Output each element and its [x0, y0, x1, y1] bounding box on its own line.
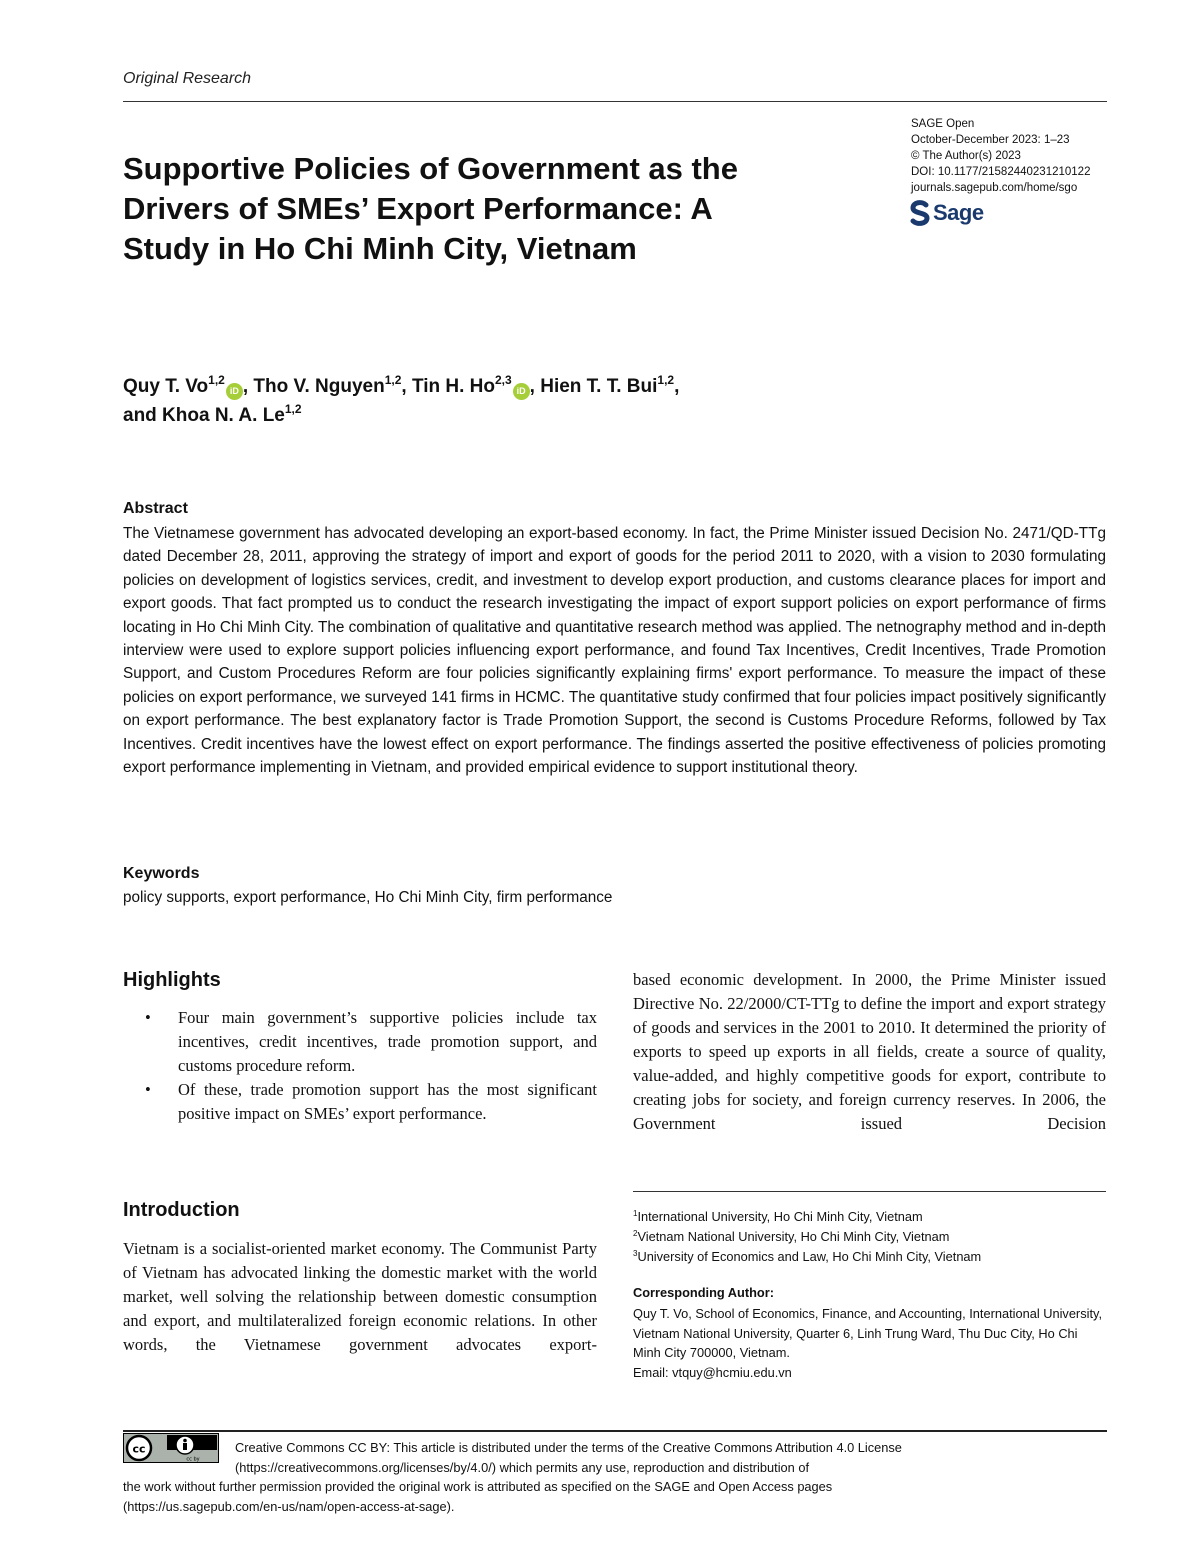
author [123, 373, 254, 397]
corresponding-author-address: Quy T. Vo, School of Economics, Finance, and Accounting, International University, Vietnam National University, Quarter 6, Linh Trung Ward, Thu Duc City, Ho Chi Minh City 700000, Vietnam. [633, 1306, 1102, 1360]
affiliation-text: International University, Ho Chi Minh City, Vietnam [637, 1209, 923, 1224]
license-line: Creative Commons CC BY: This article is distributed under the terms of the Creative Commons Attribution 4.0 License [235, 1440, 902, 1455]
sage-logo [910, 200, 984, 226]
author-separator: , [242, 376, 254, 397]
sage-wordmark: Sage [933, 200, 984, 225]
abstract-text: The Vietnamese government has advocated developing an export-based economy. In fact, the Prime Minister issued Decision No. 2471/QD-TTg dated December 28, 2011, approving the strategy of import and export of goods for the period 2011 to 2020, with a vision to 2030 formulating policies on development of logistics services, credit, and investment to develop export production, and customs clearance places for import and export goods. That fact prompted us to conduct the research investigating the impact of export support policies on export performance of firms locating in Ho Chi Minh City. The combination of qualitative and quantitative research method was applied. The netnography method and in-depth interview were used to explore support policies influencing export performance, and found Tax Incentives, Credit Incentives, Trade Promotion Support, and Custom Procedures Reform are four policies significantly explaining firms' export performance. To measure the impact of these policies on export performance, we surveyed 141 firms in HCMC. The quantitative study confirmed that four policies impact positively significantly on export performance. The best explanatory factor is Trade Promotion Support, the second is Customs Procedure Reforms, followed by Tax Incentives. Credit incentives have the lowest effect on export performance. The findings asserted the positive effectiveness of policies promoting export performance implementing in Vietnam, and provided empirical evidence to support institutional theory. [123, 525, 1106, 777]
author-name: Tho V. Nguyen [253, 376, 385, 397]
author-affiliation-marker: 1,2 [657, 373, 675, 387]
affiliation-number: 2 [633, 1229, 638, 1238]
paper-title: Supportive Policies of Government as the Drivers of SMEs’ Export Performance: A Study in Ho Chi Minh City, Vietnam [123, 151, 738, 266]
license-line[interactable]: (https://us.sagepub.com/en-us/nam/open-access-at-sage). [123, 1498, 455, 1514]
author-name: and Khoa N. A. Le [123, 405, 285, 426]
author-affiliation-marker: 1,2 [384, 373, 402, 387]
corresponding-author-block [633, 1304, 1103, 1382]
header-divider [123, 101, 1107, 102]
introduction-text: Vietnam is a socialist-oriented market economy. The Communist Party of Vietnam has advocated linking the domestic market with the world market, well solving the relationship between domestic consumption and export, and multilateralized foreign economic relations. In other words, the Vietnamese government advocates export- [123, 1239, 597, 1354]
keywords-text: policy supports, export performance, Ho Chi Minh City, firm performance [123, 889, 613, 906]
license-text [123, 1438, 1107, 1516]
author [411, 373, 541, 397]
corresponding-author-email[interactable]: Email: vtquy@hcmiu.edu.vn [633, 1364, 792, 1380]
section-label: Original Research [123, 70, 252, 87]
introduction-continued-text: based economic development. In 2000, the Prime Minister issued Directive No. 22/2000/CT-TTg to define the import and export strategy of goods and services in the 2001 to 2010. It determined the priority of exports to speed up exports in all fields, create a source of quality, value-added, and highly competitive goods for export, contribute to creating jobs for society, and foreign currency reserves. In 2006, the Government issued Decision [633, 970, 1106, 1133]
journal-issue: October-December 2023: 1–23 [911, 134, 1070, 146]
cc-badge-label: cc by [186, 1456, 200, 1463]
author-affiliation-marker: 1,2 [208, 373, 225, 387]
affiliations-divider [633, 1191, 1106, 1192]
author-list [123, 372, 883, 430]
keywords-heading: Keywords [123, 865, 200, 882]
author-name: Tin H. Ho [411, 376, 495, 397]
license-line: the work without further permission provided the original work is attributed as specified on the SAGE and Open Access pages [123, 1479, 833, 1494]
affiliation-item [633, 1247, 981, 1267]
affiliation-text: Vietnam National University, Ho Chi Minh City, Vietnam [637, 1229, 950, 1244]
journal-url[interactable]: journals.sagepub.com/home/sgo [911, 182, 1078, 194]
abstract-heading: Abstract [123, 500, 188, 517]
orcid-icon[interactable]: iD [513, 383, 530, 400]
affiliation-text: University of Economics and Law, Ho Chi Minh City, Vietnam [637, 1249, 982, 1264]
author-separator: , [529, 376, 541, 397]
highlight-item: • Four main government’s supportive policies include tax incentives, credit incentives, trade promotion support, and customs procedure reform. [145, 1006, 597, 1078]
journal-doi[interactable]: DOI: 10.1177/21582440231210122 [911, 166, 1091, 178]
sage-s-icon [910, 200, 930, 226]
author-separator: , [674, 376, 680, 397]
svg-text:cc: cc [132, 1442, 146, 1456]
author [253, 373, 412, 397]
affiliation-number: 1 [633, 1209, 638, 1218]
author [123, 402, 302, 426]
author [540, 373, 680, 397]
author-affiliation-marker: 2,3 [494, 373, 512, 387]
highlight-item: • Of these, trade promotion support has the most significant positive impact on SMEs’ export performance. [145, 1078, 597, 1126]
license-line[interactable]: (https://creativecommons.org/licenses/by/4.0/) which permits any use, reproduction and distribution of [235, 1459, 809, 1475]
author-affiliation-marker: 1,2 [284, 402, 302, 416]
highlights-heading: Highlights [123, 969, 221, 991]
introduction-heading: Introduction [123, 1199, 240, 1221]
corresponding-author-heading: Corresponding Author: [633, 1285, 774, 1300]
author-separator: , [401, 376, 412, 397]
journal-info [911, 116, 1090, 196]
affiliations-list [633, 1207, 981, 1267]
journal-name: SAGE Open [911, 118, 975, 130]
author-name: Hien T. T. Bui [540, 376, 658, 397]
license-divider [123, 1430, 1107, 1432]
affiliation-item [633, 1227, 981, 1247]
orcid-icon[interactable]: iD [226, 383, 243, 400]
affiliation-item [633, 1207, 981, 1227]
affiliation-number: 3 [633, 1249, 638, 1258]
author-name: Quy T. Vo [123, 376, 209, 397]
journal-copyright: © The Author(s) 2023 [911, 150, 1021, 162]
highlights-list [145, 1006, 597, 1126]
